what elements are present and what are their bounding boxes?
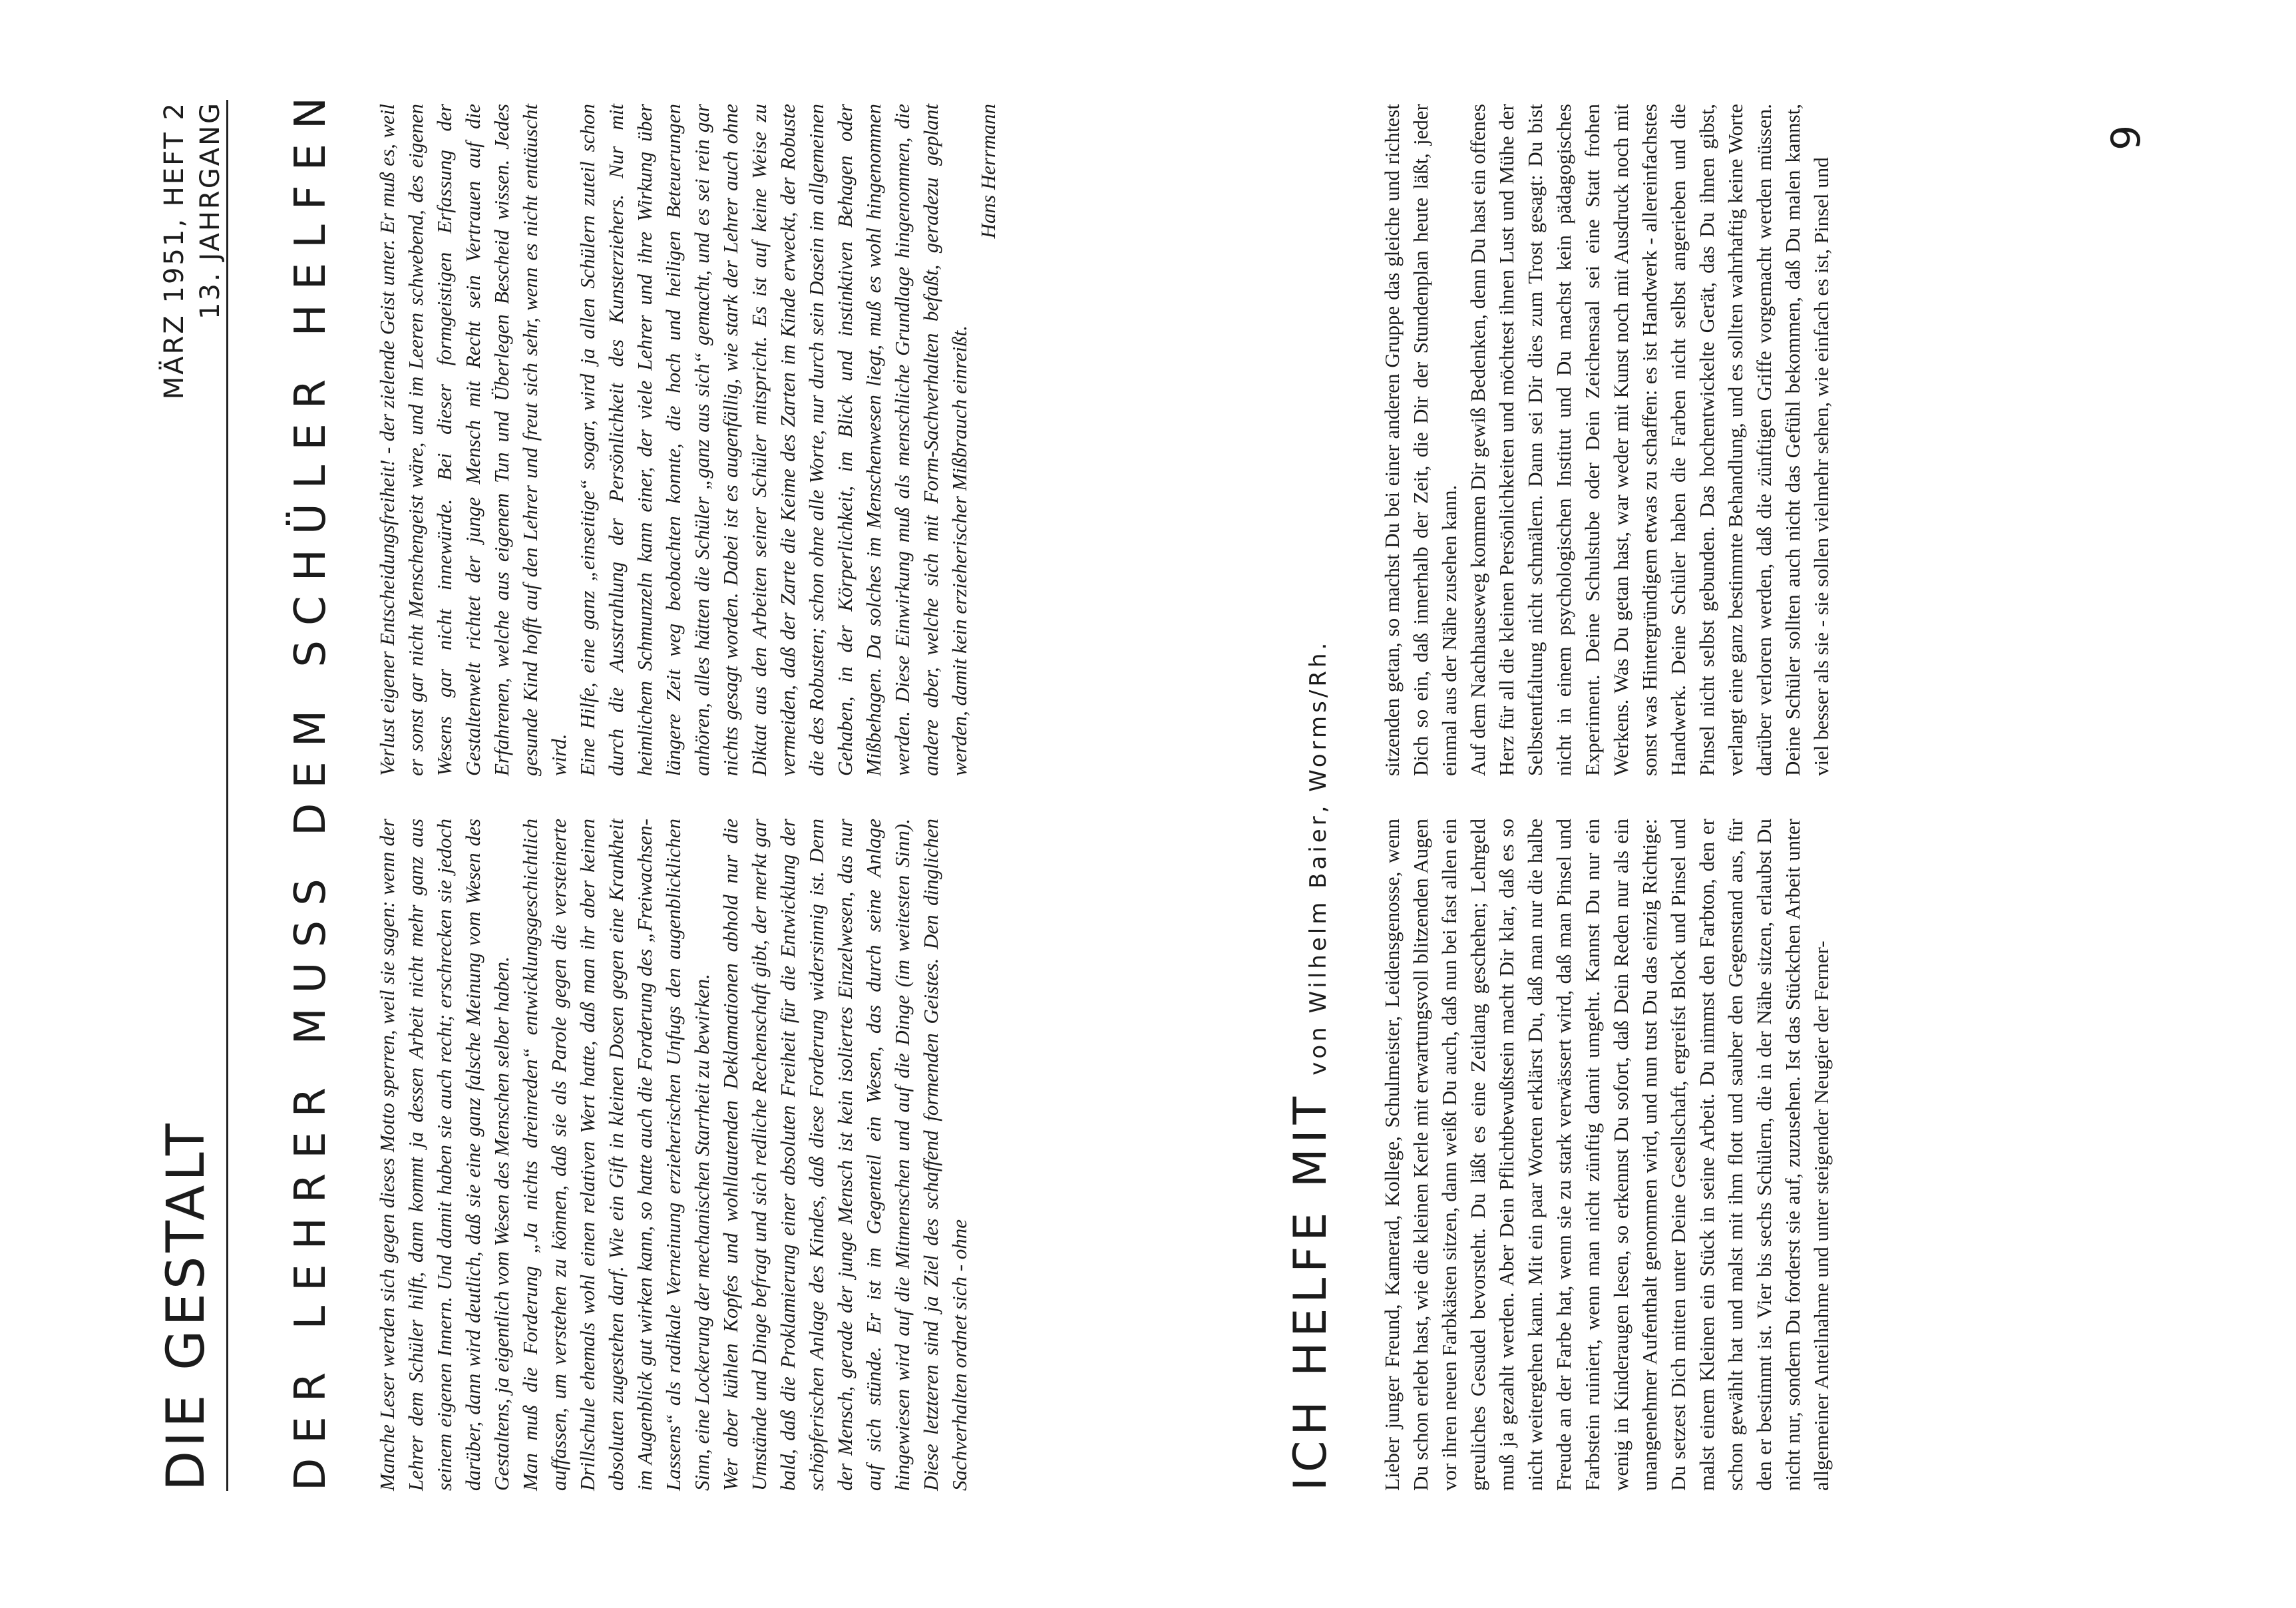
article2-column-1 xyxy=(1378,819,1835,1491)
article1-author: Hans Herrmann xyxy=(976,104,1000,239)
article1-column-1 xyxy=(373,819,974,1491)
article1-paragraph: Eine Hilfe, eine ganz „einseitige“ sogar, wird ja allen Schülern zuteil schon durch die Ausstrahlung der Persönlichkeit des Kunsterziehers. Nur mit heimlichem Schmunzeln kann einer, der viele Lehrer und ihre Wirkung über längere Zeit weg beobachten konnte, die hoch und heiligen Beteuerungen anhören, alles hätten die Schüler „ganz aus sich“ gemacht, und es sei rein gar nichts gesagt worden. Dabei ist es augenfällig, wie stark der Lehrer auch ohne Diktat aus den Arbeiten seiner Schüler mitspricht. Es ist auf keine Weise zu vermeiden, daß der Zarte die Keime des Zarten im Kinde erweckt, der Robuste die des Robusten; schon ohne alle Worte, nur durch sein Dasein im allgemeinen Gehaben, in der Körperlichkeit, im Blick und instinktiven Behagen oder Mißbehagen. Da solches im Menschenwesen liegt, muß es wohl hingenommen werden. Diese Einwirkung muß als menschliche Grundlage hingenommen, die andere aber, welche sich mit Form-Sachverhalten befaßt, geradezu geplant werden, damit kein erzieherischer Mißbrauch einreißt. xyxy=(576,104,971,776)
article2-paragraph: sitzenden getan, so machst Du bei einer anderen Gruppe das gleiche und richtest Dich so ein, daß innerhalb der Zeit, die Dir der Stundenplan heute läßt, jeder einmal aus der Nähe zusehen kann. xyxy=(1380,104,1461,776)
issue-info xyxy=(156,101,228,543)
article2-paragraph: Auf dem Nachhauseweg kommen Dir gewiß Bedenken, denn Du hast ein offenes Herz für all die kleinen Persönlichkeiten und möchtest ihnen Lust und Mühe der Selbstentfaltung nicht schmälern. Dann sei Dir dies zum Trost gesagt: Du bist nicht in einem psychologischen Institut und Du machst kein pädagogisches Experiment. Deine Schulstube oder Dein Zeichensaal sei eine Statt frohen Werkens. Was Du getan hast, war weder mit Kunst noch mit Ausdruck noch mit sonst was Hintergründigem etwas zu schaffen: es ist Handwerk - allereinfachstes Handwerk. Deine Schüler haben die Farben nicht selbst angerieben und die Pinsel nicht selbst gebunden. Das hochentwickelte Gerät, das Du ihnen gibst, verlangt eine ganz bestimmte Behandlung, und es sollten wahrhaftig keine Worte darüber verloren werden, daß die zünftigen Griffe vorgemacht werden müssen. Deine Schüler sollten auch nicht das Gefühl bekommen, daß Du malen kannst, viel besser als sie - sie sollen vielmehr sehen, wie einfach es ist, Pinsel und xyxy=(1466,104,1833,776)
article1-paragraph: Man muß die Forderung „Ja nichts dreinreden“ entwicklungsgeschichtlich auffassen, um verstehen zu können, daß sie als Parole gegen die versteinerte Drillschule ehemals wohl einen relativen Wert hatte, daß man ihr aber keinen absoluten zugestehen darf. Wie ein Gift in kleinen Dosen gegen eine Krankheit im Augenblick gut wirken kann, so hatte auch die Forderung des „Freiwachsen-Lassens“ als radikale Verneinung erzieherischen Unfugs den augenblicklichen Sinn, eine Lockerung der mechanischen Starrheit zu bewirken. xyxy=(518,819,713,1491)
page-number: 9 xyxy=(2103,124,2150,150)
magazine-title: DIE GESTALT xyxy=(156,1119,216,1491)
article1-paragraph: Wer aber kühlen Kopfes und wohllautenden Deklamationen abhold nur die Umstände und Dinge befragt und sich redliche Rechenschaft gibt, der merkt gar bald, daß die Proklamierung einer absoluten Freiheit für die Entwicklung der schöpferischen Anlage des Kindes, daß diese Forderung widersinnig ist. Denn der Mensch, gerade der junge Mensch ist kein isoliertes Einzelwesen, das nur auf sich stünde. Er ist im Gegenteil ein Wesen, das durch seine Anlage hingewiesen wird auf die Mitmenschen und auf die Dinge (im weitesten Sinn). Diese letzteren sind ja Ziel des schaffend formenden Geistes. Den dinglichen Sachverhalten ordnet sich - ohne xyxy=(719,819,971,1491)
article2-heading xyxy=(1284,640,1337,1491)
volume-label: 13. JAHRGANG xyxy=(195,101,226,319)
article1-paragraph: Manche Leser werden sich gegen dieses Motto sperren, weil sie sagen: wenn der Lehrer dem Schüler hilft, dann kommt ja dessen Arbeit nicht mehr ganz aus seinem eigenen Innern. Und damit haben sie auch recht; erschrecken sie jedoch darüber, dann wird deutlich, daß sie eine ganz falsche Meinung vom Wesen des Gestaltens, ja eigentlich vom Wesen des Menschen selber haben. xyxy=(375,819,513,1491)
header-rule xyxy=(226,100,228,1491)
issue-date: MÄRZ 1951, HEFT 2 xyxy=(159,101,190,400)
article1-paragraph: Verlust eigener Entscheidungsfreiheit! - der zielende Geist unter. Er muß es, weil er sonst gar nicht Menschengeist wäre, und im Leeren schwebend, des eigenen Wesens gar nicht innewürde. Bei dieser formgeistigen Erfassung der Gestaltenwelt richtet der junge Mensch mit Recht sein Vertrauen auf die Erfahrenen, welche aus eigenem Tun und Überlegen Bescheid wissen. Jedes gesunde Kind hofft auf den Lehrer und freut sich sehr, wenn es nicht enttäuscht wird. xyxy=(375,104,570,776)
article2-paragraph: Lieber junger Freund, Kamerad, Kollege, Schulmeister, Leidensgenosse, wenn Du schon erlebt hast, wie die kleinen Kerle mit erwartungsvoll blitzenden Augen vor ihren neuen Farbkästen sitzen, dann weißt Du auch, daß nun bei fast allen ein greuliches Gesudel bevorsteht. Du läßt es eine Zeitlang geschehen; Lehrgeld muß ja gezahlt werden. Aber Dein Pflichtbewußtsein macht Dir klar, daß es so nicht weitergehen kann. Mit ein paar Worten erklärst Du, daß man nur die halbe Freude an der Farbe hat, wenn sie zu stark verwässert wird, daß man Pinsel und Farbstein ruiniert, wenn man nicht zünftig damit umgeht. Kannst Du nur ein wenig in Kinderaugen lesen, so erkennst Du sofort, daß Dein Reden nur als ein unangenehmer Aufenthalt genommen wird, und nun tust Du das einzig Richtige: Du setzest Dich mitten unter Deine Gesellschaft, ergreifst Block und Pinsel und malst einem Kleinen ein Stück in seine Arbeit. Du nimmst den Farbton, den er schon gewählt hat und malst mit ihm flott und sauber den Gegenstand aus, für den er bestimmt ist. Vier bis sechs Schülern, die in der Nähe sitzen, erlaubst Du nicht nur, sondern Du forderst sie auf, zuzusehen. Ist das Stückchen Arbeit unter allgemeiner Anteilnahme und unter steigender Neugier der Ferner- xyxy=(1380,819,1833,1491)
article2-byline: von Wilhelm Baier, Worms/Rh. xyxy=(1305,639,1332,1076)
article1-column-2 xyxy=(373,104,1002,776)
article1-title: DER LEHRER MUSS DEM SCHÜLER HELFEN xyxy=(286,83,335,1491)
article2-title: ICH HELFE MIT xyxy=(1284,1091,1337,1491)
article2-column-2 xyxy=(1378,104,1835,776)
